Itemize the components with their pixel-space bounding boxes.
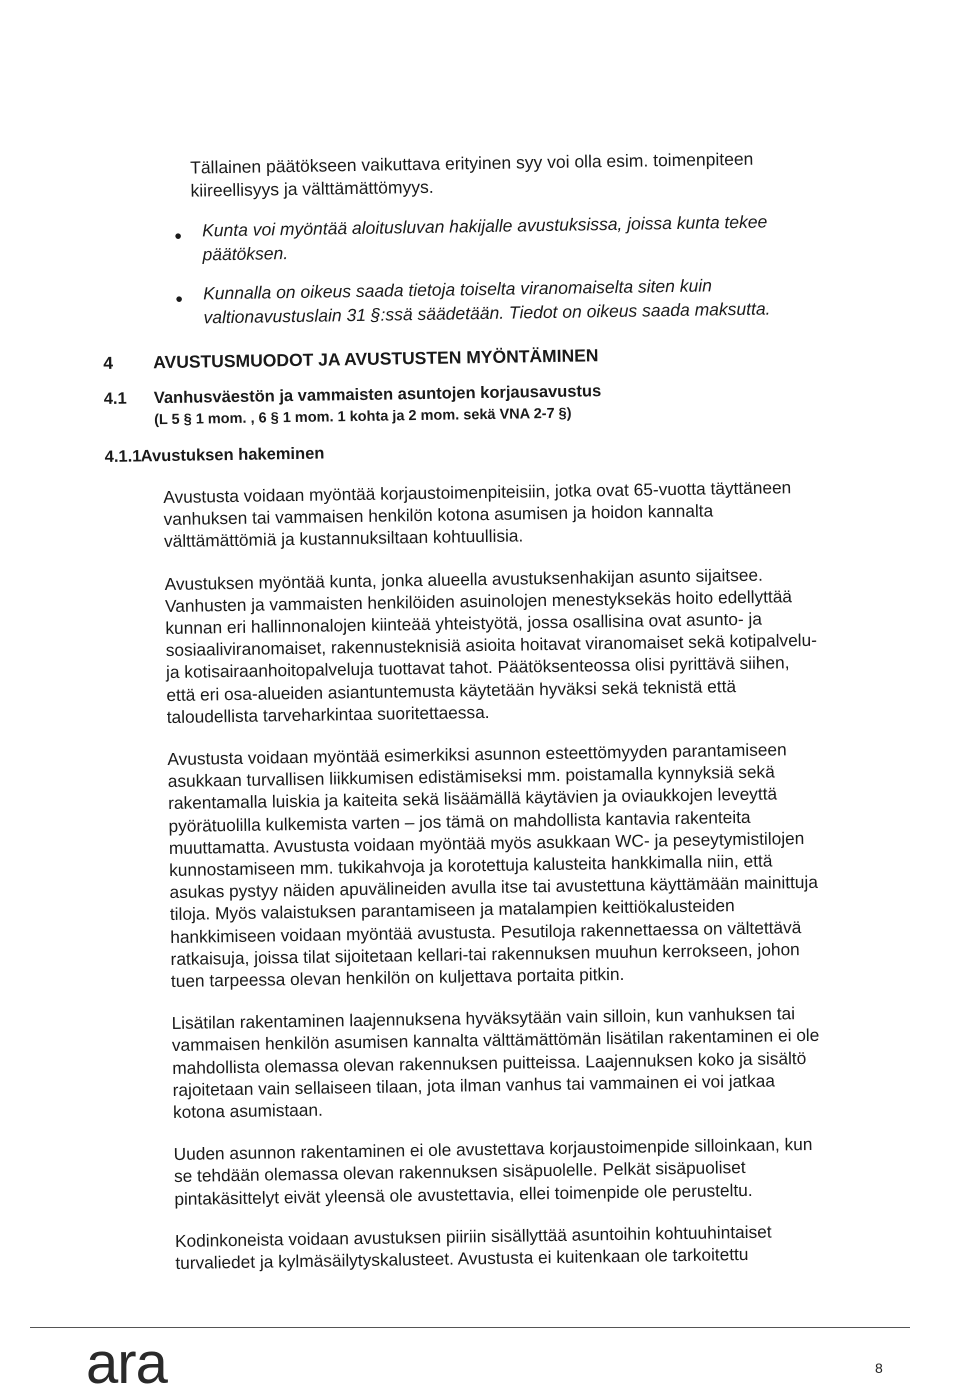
section-subtitle: (L 5 § 1 mom. , 6 § 1 mom. 1 kohta ja 2 mom. sekä VNA 2-7 §) bbox=[153, 405, 572, 429]
bullet-item bbox=[101, 209, 812, 268]
intro-paragraph: Tällainen päätökseen vaikuttava erityinen syy voi olla esim. toimenpiteen kiireellisyys ja välttämättömyys. bbox=[190, 148, 754, 201]
bullet-text: Kunnalla on oikeus saada tietoja toiselta viranomaiselta siten kuin valtionavustuslain 31 §:ssä säädetään. Tiedot on oikeus saada maksutta. bbox=[202, 275, 771, 328]
section-title: Avustuksen hakeminen bbox=[140, 444, 325, 466]
body-paragraph: Kodinkoneista voidaan avustuksen piiriin sisällyttää asuntoihin kohtuuhintaiset turvaliedet ja kylmäsäilytyskalusteet. Avustusta ei kuitenkaan ole tarkoitettu bbox=[174, 1221, 772, 1274]
bullet-dot-icon: ● bbox=[174, 227, 183, 243]
bullet-text: Kunta voi myöntää aloitusluvan hakijalle avustuksissa, joissa kunta tekee päätöksen. bbox=[201, 211, 768, 265]
body-paragraph: Avustusta voidaan myöntää korjaustoimenpiteisiin, jotka ovat 65-vuotta täyttäneen vanhuksen tai vammaisen henkilön kotona asumisen ja hoidon kannalta välttämättömiä ja kustannuksiltaan kohtuullisia. bbox=[163, 477, 792, 552]
body-paragraph: Uuden asunnon rakentaminen ei ole avustettava korjaustoimenpide silloinkaan, kun se tehdään olemassa olevan rakennuksen sisäpuolelle. Pelkät sisäpuoliset pintakäsittelyt eivät yleensä ole avustettavia, ellei toimenpide ole perusteltu. bbox=[173, 1134, 813, 1209]
section-body bbox=[163, 476, 827, 1274]
section-title: AVUSTUSMUODOT JA AVUSTUSTEN MYÖNTÄMINEN bbox=[153, 345, 599, 373]
section-number: 4.1.1 bbox=[104, 447, 142, 466]
body-paragraph: Lisätilan rakentaminen laajennuksena hyväksytään vain silloin, kun vanhuksen tai vammaisen henkilön asumisen kannalta välttämättömän lisätilan rakentaminen ei ole mahdollista olemassa olevan rakennuksen puitteissa. Laajennuksen koko ja sisältö rajoitetaan vain sellaiseen tilaan, jota ilman vanhus tai vammainen ei voi jatkaa kotona asumistaan. bbox=[171, 1003, 820, 1123]
bullet-item bbox=[102, 272, 813, 331]
page-number: 8 bbox=[875, 1360, 883, 1376]
section-title: Vanhusväestön ja vammaisten asuntojen korjausavustus bbox=[153, 382, 602, 408]
footer-divider bbox=[30, 1327, 910, 1328]
section-heading-text bbox=[154, 380, 602, 431]
section-number: 4.1 bbox=[103, 389, 127, 408]
bullet-dot-icon: ● bbox=[175, 290, 184, 306]
page-content bbox=[100, 147, 827, 1275]
body-paragraph: Avustuksen myöntää kunta, jonka alueella avustuksenhakijan asunto sijaitsee. Vanhusten ja vammaisten henkilöiden asuinolojen menestyksekäs hoito edellyttää kunnan eri hallinnonalojen kiinteää yhteistyötä, jossa osallisina ovat asunto- ja sosiaaliviranomaiset, rakennusteknisiä asioita hoitavat viranomaiset sekä kotipalvelu- ja kotisairaanhoitopalveluja tuottavat tahot. Päätöksenteossa olisi pyrittävä siihen, että eri osa-alueiden asiantuntemusta käytetään hyväksi sekä teknistä että taloudellista tarveharkintaa suoritettaessa. bbox=[164, 564, 818, 727]
ara-logo: ara bbox=[86, 1331, 167, 1396]
section-number: 4 bbox=[103, 352, 114, 373]
section-4-1-1-heading bbox=[105, 435, 815, 468]
section-4-heading bbox=[103, 340, 813, 375]
body-paragraph: Avustusta voidaan myöntää esimerkiksi asunnon esteettömyyden parantamiseen asukkaan turvallisen liikkumisen edistämiseksi mm. poistamalla kynnyksiä sekä rakentamalla luiskia ja kaiteita sekä lisäämällä käytävien ja oviaukkojen leveyttä pyörätuolilla kulkemista varten – jos tämä on mahdollista kantavia rakenteita muuttamatta. Avustusta voidaan myöntää myös asukkaan WC- ja peseytymistilojen kunnostamiseen mm. tukikahvoja ja korotettuja kalusteita hankkimalla niin, että asukas pystyy näiden apuvälineiden avulla itse tai avustettuna käyttämään mainittuja tiloja. Myös valaistuksen parantamiseen ja matalampien keittiökalusteiden hankkimiseen voidaan myöntää avustusta. Pesutiloja rakennettaessa on vältettävä ratkaisuja, joissa tilat sijoitetaan kellari-tai rakennuksen muuhun kerrokseen, johon tuen tarpeessa olevan henkilön on kuljettava portaita pitkin. bbox=[167, 739, 819, 992]
bullet-list bbox=[101, 209, 813, 331]
section-4-1-heading bbox=[104, 377, 815, 432]
